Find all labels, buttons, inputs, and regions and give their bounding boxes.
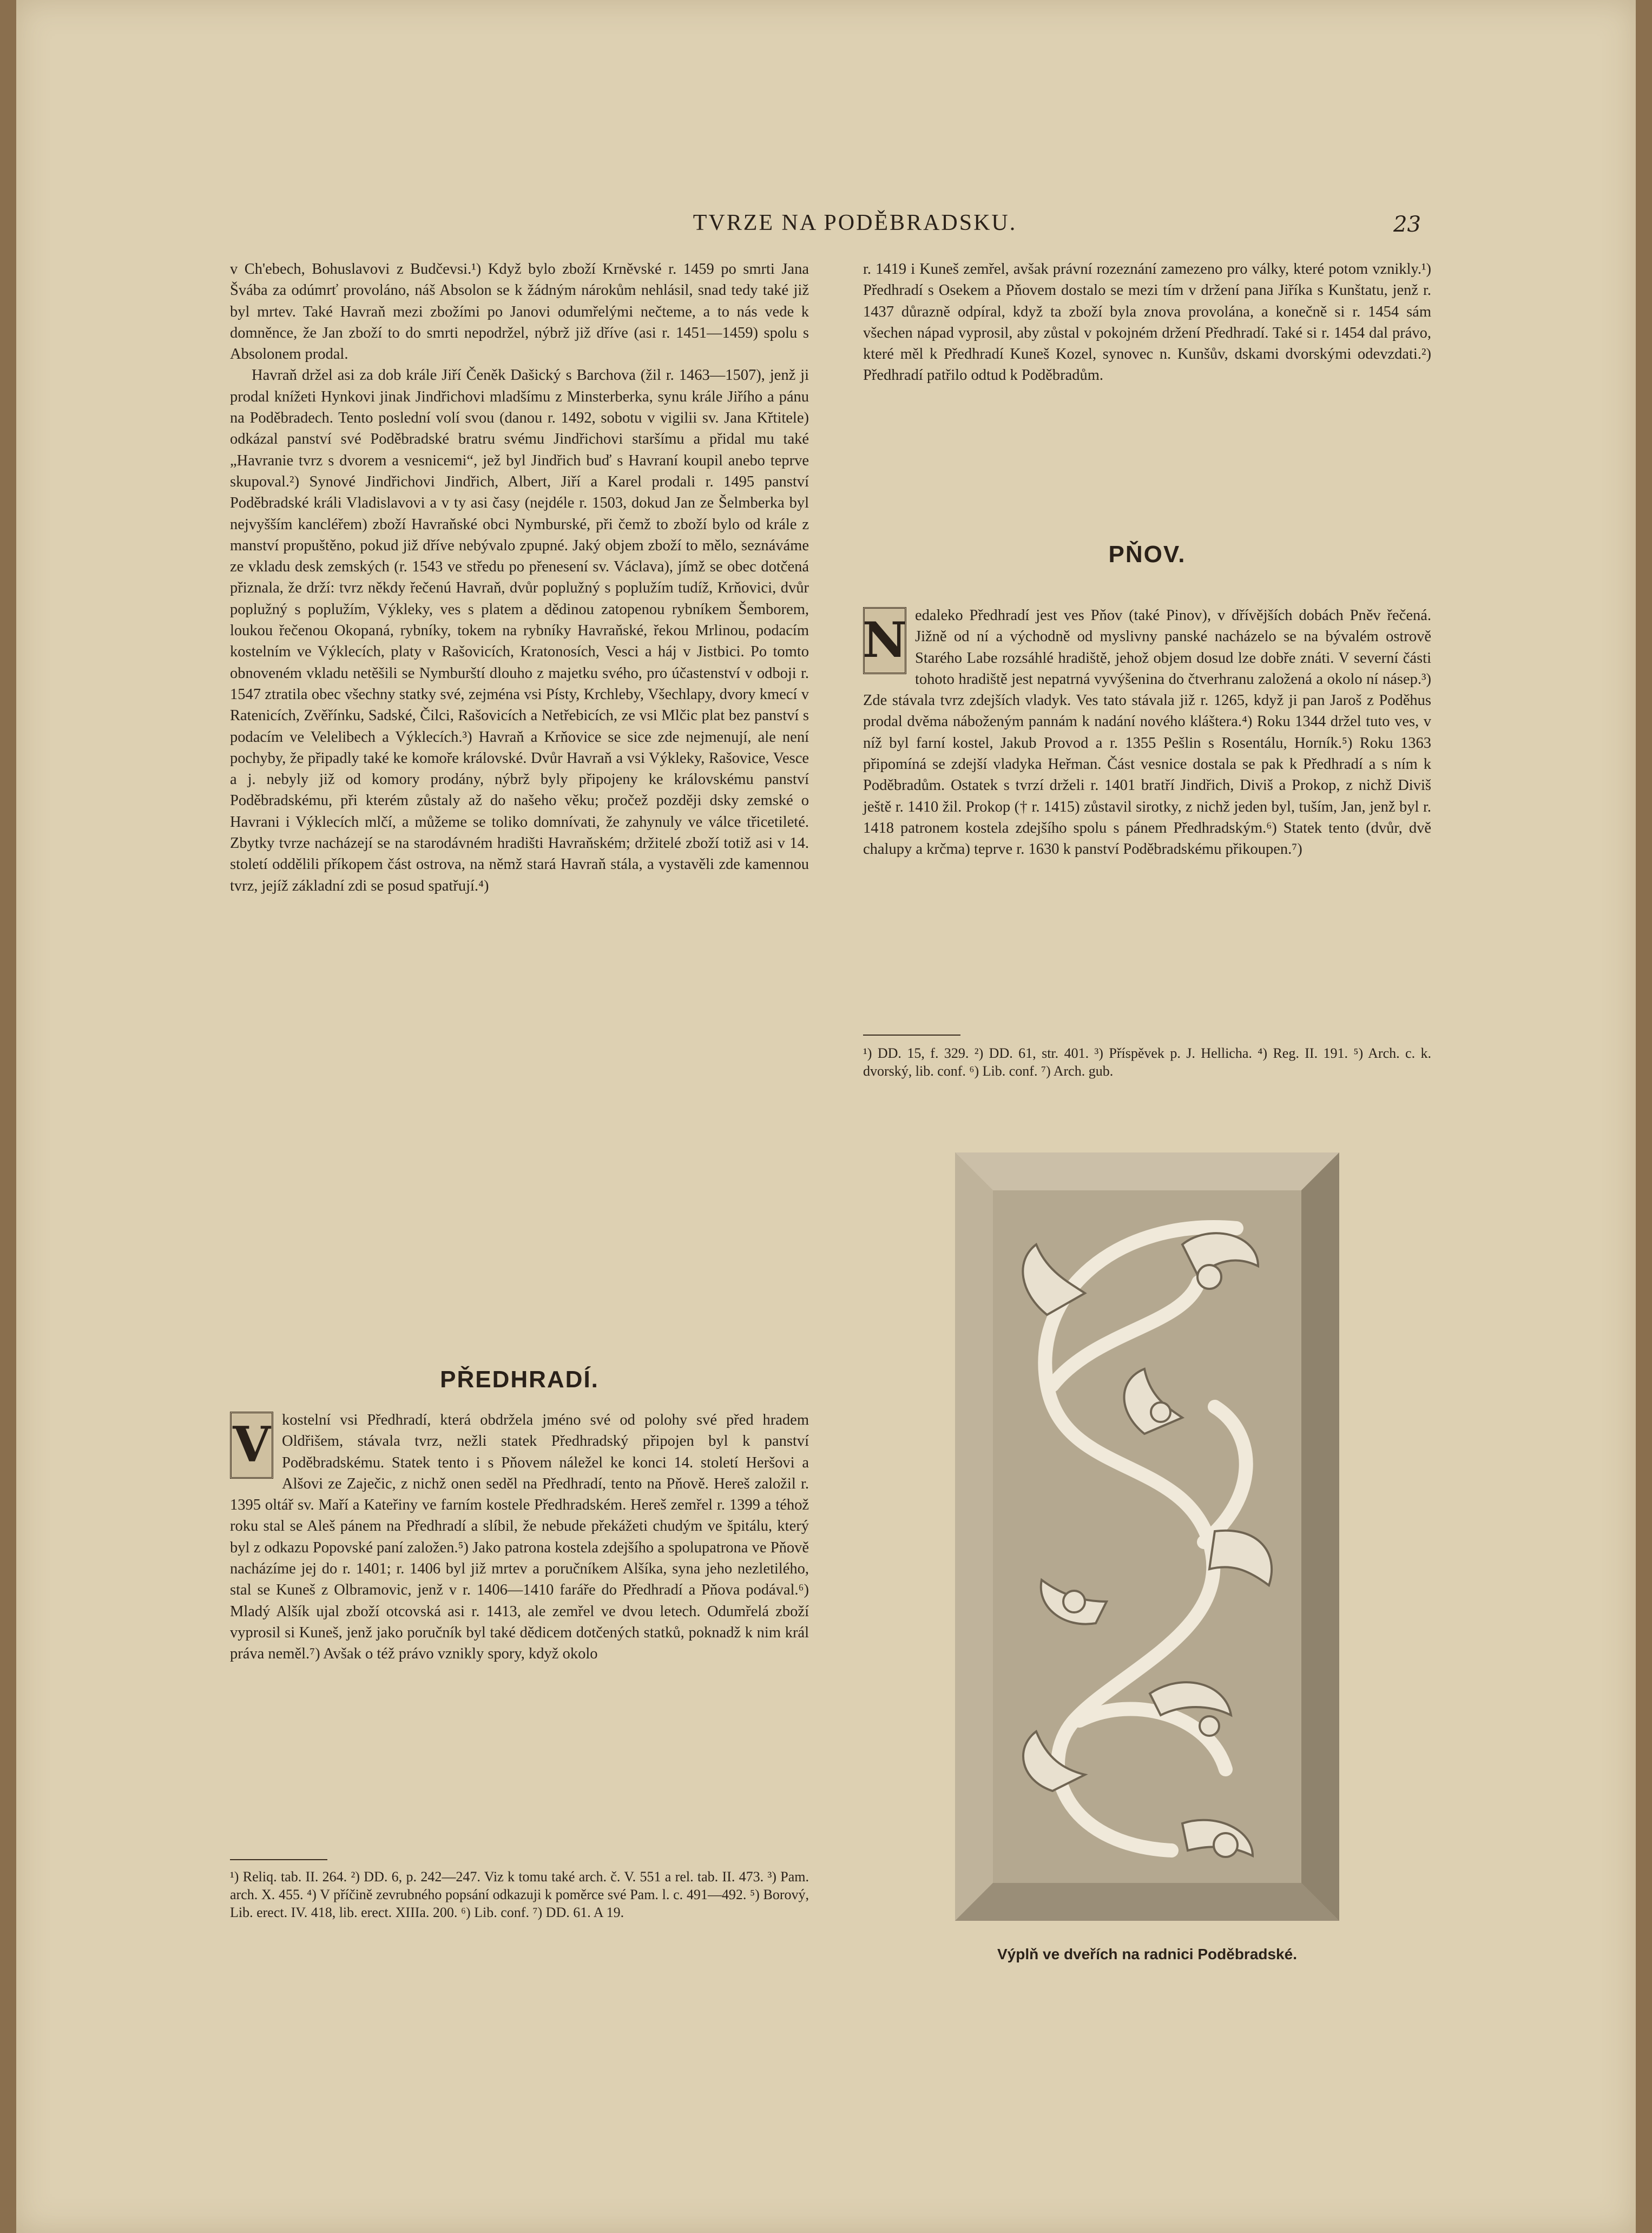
drop-cap: V xyxy=(230,1412,273,1479)
drop-cap: N xyxy=(863,607,906,674)
section-heading-pnov: PŇOV. xyxy=(1108,541,1186,568)
paragraph: Havraň držel asi za dob krále Jiří Čeněk Dašický s Barchova (žil r. 1463—1507), jenž ji prodal knížeti Hynkovi jinak Jindřichovi mladšímu z Minsterberka, synu krále Jiřího a pánu na Poděbradech. Tento poslední volí svou (danou r. 1492, sobotu v vigilii sv. Jana Křtitele) odkázal panství své Poděbradské bratru svému Jindřichovi staršímu a přidal mu také „Havranie tvrz s dvorem a vesnicemi“, jež byl Jindřich buď s Havraní koupil anebo teprve skupoval.²) Synové Jindřichovi Jindřich, Albert, Jiří a Karel prodali r. 1495 panství Poděbradské králi Vladislavovi a v ty asi časy (nejdéle r. 1503, dokud Jan ze Šelmberka byl nejvyšším kancléřem) zboží Havraňské obci Nymburské, při čemž to zboží bylo od krále z manství propuštěno, pokud již dříve nebývalo zpupné. Jaký objem zboží to mělo, seznáváme ze vkladu desk zemských (r. 1543 ve středu po přenesení sv. Václava), jímž se obec dotčená přiznala, že drží: tvrz někdy řečenú Havraň, dvůr poplužný s poplužím tudíž, Krňovici, dvůr poplužný s poplužím, Výkleky, ves s platem a dědinou zatopenou rybníkem Šemborem, loukou řečenou Okopaná, rybníky, tokem na rybníky Havraňské, řekou Mrlinou, podacím kostelním ve Výklecích, platy v Rašovicích, Kratonosích, Vesci a háj v Jistbici. Po tomto obnoveném vkladu netěšili se Nymburští dlouho z majetku svého, pro účastenství v odboji r. 1547 ztratila obec všechny statky své, zejména vsi Písty, Krchleby, Všechlapy, dvory kmecí v Ratenicích, Zvěřínku, Sadské, Čilci, Rašovicích a Netřebicích, ze vsi Mlčic plat bez panství s podacím ve Velelibech a Výklecích.³) Havraň a Krňovice se sice zde nejmenují, ale není pochyby, že připadly také ke komoře královské. Dvůr Havraň a vsi Výkleky, Rašovice, Vesce a j. nebyly již od komory prodány, nýbrž byly připojeny ke královskému panství Poděbradskému, při kterém zůstaly až do našeho věku; pročež později dsky zemské o Havrani i Výklecích mlčí, a můžeme se toliko domnívati, že zahynuly ve válce třicetileté. Zbytky tvrze nacházejí se na starodávném hradišti Havraňském; držitelé zboží totiž asi v 14. století oddělili příkopem část ostrova, na němž stará Havraň stála, a vystavěli zde kamennou tvrz, jejíž základní zdi se posud spatřují.⁴) xyxy=(230,367,809,894)
footnote-rule xyxy=(863,1035,960,1036)
paragraph: edaleko Předhradí jest ves Pňov (také Pinov), v dřívějších dobách Pněv řečená. Jižně od ní a východně od myslivny panské nacházelo se na bývalém ostrově Starého Labe rozsáhlé hradiště, jehož objem dosud lze dobře znáti. V severní části tohoto hradiště jest nepatrná vyvýšenina do čtverhranu založená a okolo ní násep.³) Zde stávala tvrz zdejších vladyk. Ves tato stávala již r. 1265, když ji pan Jaroš z Poděhus prodal dvěma náboženým pannám k nadání nového kláštera.⁴) Roku 1344 držel tuto ves, v níž byl farní kostel, Jakub Provod a r. 1355 Pešlin s Rosentálu, Horník.⁵) Roku 1363 připomíná se zdejší vladyka Heřman. Část vesnice dostala se pak k Předhradí a s ním k Poděbradům. Ostatek s tvrzí drželi r. 1401 bratří Jindřich, Diviš a Prokop, z nichž Diviš ještě r. 1410 žil. Prokop († r. 1415) zůstavil sirotky, z nichž jeden byl, tuším, Jan, jenž byl r. 1418 patronem kostela zdejšího spolu s pánem Předhradským.⁶) Statek tento (dvůr, dvě chalupy a krčma) teprve r. 1630 k panství Poděbradskému přikoupen.⁷) xyxy=(863,607,1431,858)
footnote-rule xyxy=(230,1859,327,1860)
running-header: TVRZE NA PODĚBRADSKU. xyxy=(693,210,1017,235)
left-column xyxy=(230,259,809,897)
paragraph: r. 1419 i Kuneš zemřel, avšak právní rozeznání zamezeno pro války, které potom vznikly.¹) Předhradí s Osekem a Pňovem dostalo se mezi tím v držení pana Jiříka s Kunštatu, jenž r. 1437 důrazně odpíral, když ta zboží byla znova provolána, a konečně si r. 1454 sám všechen nápad vyprosil, aby zůstal v pokojném držení Předhradí. Také si r. 1454 dal právo, které měl k Předhradí Kuneš Kozel, synovec n. Kunšův, dskami dvorskými odevzdati.²) Předhradí patřilo odtud k Poděbradům. xyxy=(863,261,1431,384)
figure-caption: Výplň ve dveřích na radnici Poděbradské. xyxy=(997,1946,1297,1962)
footnotes-right: ¹) DD. 15, f. 329. ²) DD. 61, str. 401. ³) Příspěvek p. J. Hellicha. ⁴) Reg. II. 191. ⁵) Arch. c. k. dvorský, lib. conf. ⁶) Lib. conf. ⁷) Arch. gub. xyxy=(863,1045,1431,1079)
paragraph: v Ch'ebech, Bohuslavovi z Budčevsi.¹) Když bylo zboží Krněvské r. 1459 po smrti Jana Švába za odúmrť provoláno, náš Absolon se k žádným nárokům nehlásil, snad tedy také již byl mrtev. Také Havraň mezi zbožími po Janovi odumřelými nečteme, a to nás vede k domněnce, že Jan zboží to do smrti nepodržel, nýbrž již dříve (asi r. 1451—1459) spolu s Absolonem prodal. xyxy=(230,261,809,363)
pnov-section xyxy=(863,605,1431,860)
section-heading-predhradi: PŘEDHRADÍ. xyxy=(440,1366,599,1393)
footnotes-left: ¹) Reliq. tab. II. 264. ²) DD. 6, p. 242—247. Viz k tomu také arch. č. V. 551 a rel. tab. II. 473. ³) Pam. arch. X. 455. ⁴) V příčině zevrubného popsání odkazuji k poměrce své Pam. l. c. 491—492. ⁵) Borový, Lib. erect. IV. 418, lib. erect. XIIIa. 200. ⁶) Lib. conf. ⁷) DD. 61. A 19. xyxy=(230,1869,809,1920)
page-number: 23 xyxy=(1393,212,1421,237)
predhradi-section xyxy=(230,1409,809,1665)
acanthus-scroll-carving xyxy=(955,1152,1339,1921)
right-column xyxy=(863,259,1431,386)
paragraph: kostelní vsi Předhradí, která obdržela jméno své od polohy své před hradem Oldřišem, stávala tvrz, nežli statek Předhradský připojen byl k panství Poděbradskému. Statek tento i s Pňovem náležel ke konci 14. století Heršovi a Alšovi ze Zaječic, z nichž onen seděl na Předhradí, tento na Pňově. Hereš založil r. 1395 oltář sv. Maří a Kateřiny ve farním kostele Předhradském. Hereš zemřel r. 1399 a téhož roku stal se Aleš pánem na Předhradí a slíbil, že nebude překážeti chudým ve špitálu, který byl z odkazu Popovské paní založen.⁵) Jako patrona kostela zdejšího a spolupatrona ve Pňově nacházíme jej do r. 1401; r. 1406 byl již mrtev a poručníkem Alšíka, syna jeho nezletilého, stal se Kuneš z Olbramovic, jenž v r. 1406—1410 faráře do Předhradí a Pňova podával.⁶) Mladý Alšík ujal zboží otcovská asi r. 1413, ale zemřel ve dvou letech. Odumřelá zboží vyprosil si Kuneš, jenž jako poručník byl také dědicem dotčených statků, poknadž k nim král práva neměl.⁷) Avšak o též právo vznikly spory, když okolo xyxy=(230,1412,809,1663)
page xyxy=(16,0,1636,2233)
carved-door-panel-illustration xyxy=(955,1152,1339,1921)
